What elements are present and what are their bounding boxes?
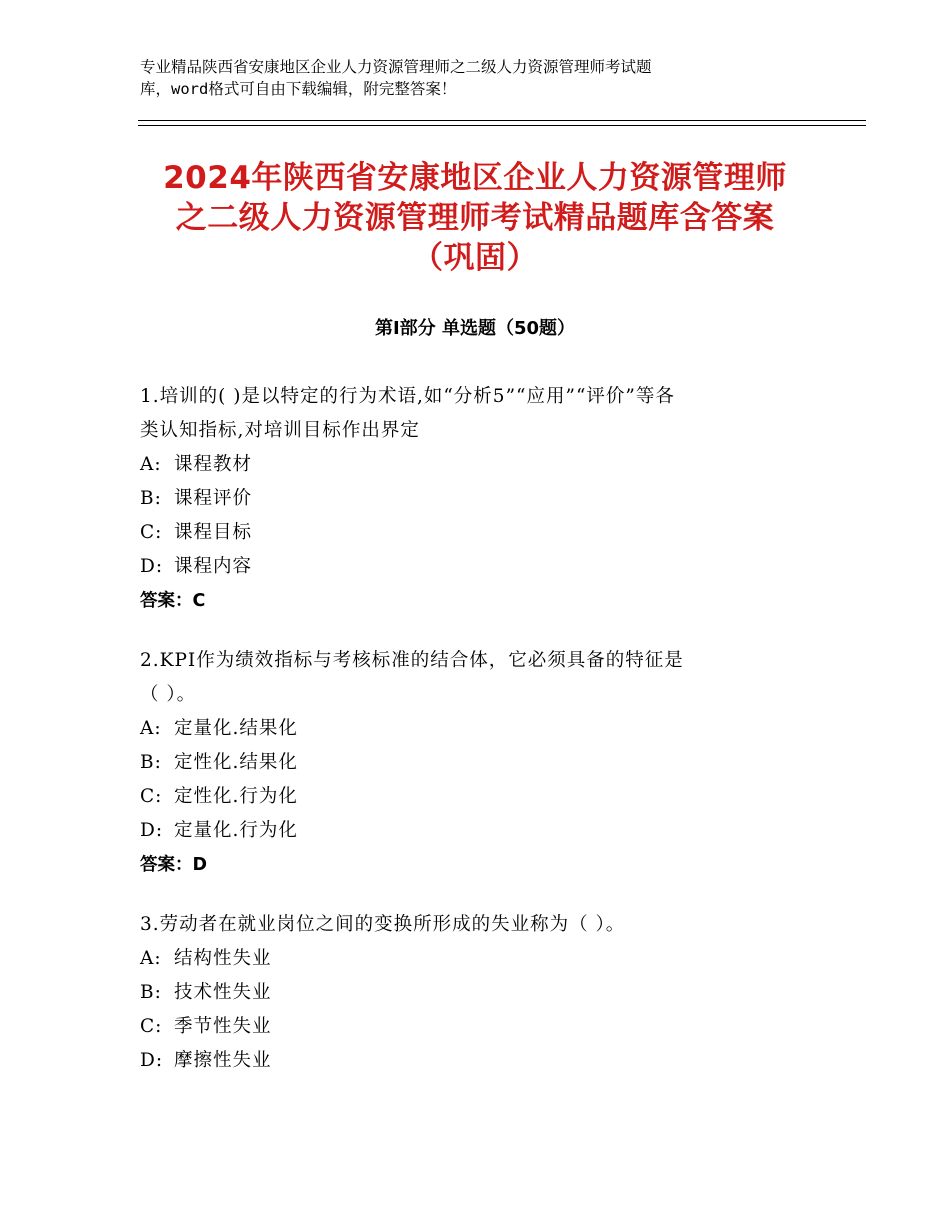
option-a bbox=[140, 712, 840, 746]
question-stem-continued: 类认知指标,对培训目标作出界定 bbox=[140, 420, 420, 441]
option-text: 定量化.行为化 bbox=[174, 820, 298, 841]
question-1 bbox=[140, 380, 840, 618]
option-letter: A: bbox=[140, 948, 162, 969]
option-letter: B: bbox=[140, 752, 162, 773]
option-letter: A: bbox=[140, 454, 162, 475]
header-line-1: 专业精品陕西省安康地区企业人力资源管理师之二级人力资源管理师考试题 bbox=[140, 58, 652, 76]
option-letter: C: bbox=[140, 786, 163, 807]
question-stem: 3.劳动者在就业岗位之间的变换所形成的失业称为（ ）。 bbox=[140, 914, 626, 935]
option-text: 定性化.结果化 bbox=[174, 752, 298, 773]
answer-label: 答案：D bbox=[140, 855, 208, 875]
question-stem: 1.培训的( )是以特定的行为术语,如“分析5”“应用”“评价”等各 bbox=[140, 386, 675, 407]
option-letter: C: bbox=[140, 1016, 163, 1037]
option-letter: C: bbox=[140, 522, 163, 543]
option-letter: D: bbox=[140, 1050, 164, 1071]
option-text: 课程评价 bbox=[174, 488, 253, 509]
option-text: 季节性失业 bbox=[174, 1016, 272, 1037]
option-a bbox=[140, 942, 840, 976]
option-text: 定性化.行为化 bbox=[174, 786, 298, 807]
option-a bbox=[140, 448, 840, 482]
option-text: 定量化.结果化 bbox=[174, 718, 298, 739]
title-line-1: 2024年陕西省安康地区企业人力资源管理师 bbox=[163, 160, 787, 196]
option-b bbox=[140, 482, 840, 516]
option-text: 课程教材 bbox=[174, 454, 253, 475]
option-text: 结构性失业 bbox=[174, 948, 272, 969]
question-stem: 2.KPI作为绩效指标与考核标准的结合体，它必须具备的特征是 bbox=[140, 650, 684, 671]
question-2 bbox=[140, 644, 840, 882]
option-c bbox=[140, 1010, 840, 1044]
title-line-2: 之二级人力资源管理师考试精品题库含答案 bbox=[175, 200, 775, 236]
section-title: 第Ⅰ部分 单选题（50题） bbox=[374, 318, 575, 339]
header-line-2: 库，word格式可自由下载编辑，附完整答案！ bbox=[140, 80, 457, 98]
option-letter: A: bbox=[140, 718, 162, 739]
answer-label: 答案：C bbox=[140, 591, 206, 611]
option-d bbox=[140, 1044, 840, 1078]
question-list bbox=[140, 380, 840, 1104]
document-title bbox=[100, 158, 850, 278]
option-letter: D: bbox=[140, 556, 164, 577]
option-letter: D: bbox=[140, 820, 164, 841]
question-stem-continued: （ ）。 bbox=[140, 684, 197, 705]
header-divider bbox=[138, 120, 866, 126]
option-b bbox=[140, 976, 840, 1010]
option-letter: B: bbox=[140, 488, 162, 509]
question-3 bbox=[140, 908, 840, 1078]
option-text: 课程内容 bbox=[174, 556, 253, 577]
option-d bbox=[140, 550, 840, 584]
option-c bbox=[140, 516, 840, 550]
option-text: 摩擦性失业 bbox=[174, 1050, 272, 1071]
page-header bbox=[140, 56, 840, 100]
option-d bbox=[140, 814, 840, 848]
option-c bbox=[140, 780, 840, 814]
option-b bbox=[140, 746, 840, 780]
title-line-3: （巩固） bbox=[412, 240, 538, 276]
option-text: 技术性失业 bbox=[174, 982, 272, 1003]
option-text: 课程目标 bbox=[174, 522, 253, 543]
option-letter: B: bbox=[140, 982, 162, 1003]
